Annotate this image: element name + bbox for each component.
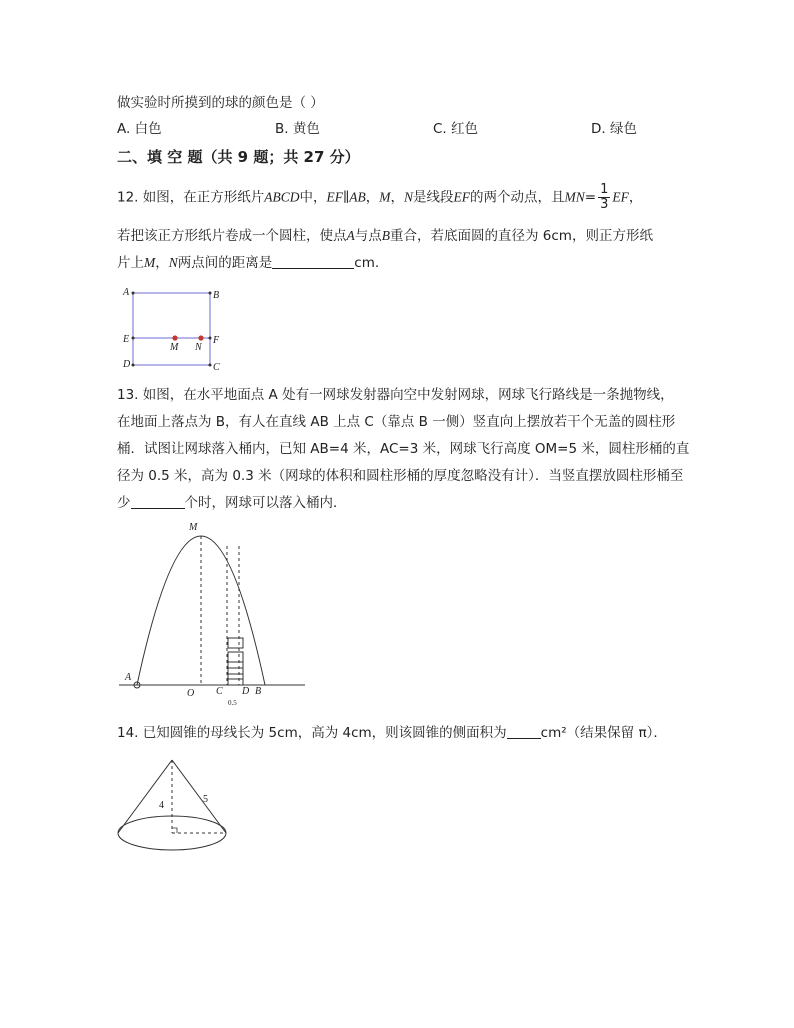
right-angle-mark <box>172 828 177 833</box>
text: 少 <box>117 495 131 511</box>
q13-line-4: 径为 0.5 米，高为 0.3 米（网球的体积和圆柱形桶的厚度忽略没有计）．当竖直摆放圆柱形桶至 <box>117 468 684 484</box>
label-e: E <box>123 334 130 345</box>
text: 两点间的距离是 <box>177 255 273 271</box>
text: ， <box>365 189 380 206</box>
label-height: 4 <box>159 800 164 811</box>
option-key: D. <box>591 121 606 137</box>
label-f: F <box>213 335 220 346</box>
var: N <box>404 189 414 205</box>
q11-stem-tail: 做实验时所摸到的球的颜色是（ ） <box>117 95 324 111</box>
point-f <box>209 337 212 340</box>
option-key: A. <box>117 121 131 137</box>
q13-line-3: 桶．试图让网球落入桶内，已知 AB=4 米，AC=3 米，网球飞行高度 OM=5 米，圆柱形桶的直 <box>117 441 690 457</box>
option-text: 红色 <box>451 121 479 137</box>
label-d: D <box>123 359 131 370</box>
cone-slant <box>172 760 226 833</box>
q11-option-b <box>275 119 320 139</box>
section-2-title: 二、填 空 题（共 9 题；共 27 分） <box>117 148 360 166</box>
text: ， <box>155 255 169 271</box>
label-m: M <box>170 342 179 353</box>
text: 重合，若底面圆的直径为 6cm，则正方形纸 <box>390 228 653 244</box>
label-a: A <box>123 287 130 298</box>
var: A <box>346 228 355 243</box>
point-a <box>132 292 135 295</box>
point-n <box>198 335 203 340</box>
text: 若把该正方形纸片卷成一个圆柱，使点 <box>117 228 347 244</box>
label-c: C <box>216 686 223 697</box>
text: 14. 已知圆锥的母线长为 5cm，高为 4cm，则该圆锥的侧面积为 <box>117 725 507 741</box>
option-key: C. <box>433 121 447 137</box>
label-n: N <box>195 342 202 353</box>
point-b <box>209 292 212 295</box>
var: ABCD <box>264 189 300 205</box>
bucket-stack <box>228 638 243 685</box>
option-text: 黄色 <box>292 121 320 137</box>
text: ， <box>628 189 643 206</box>
q12-line-1 <box>117 183 642 212</box>
question-number: 12. <box>117 189 139 206</box>
q12-line-2 <box>117 226 653 246</box>
text: = <box>584 189 597 206</box>
text: cm. <box>354 255 380 271</box>
var: N <box>168 255 178 270</box>
text: cm²（结果保留 π）． <box>540 725 667 741</box>
text: 是线段 <box>413 189 454 206</box>
answer-blank[interactable] <box>131 494 185 509</box>
label-slant: 5 <box>203 794 208 805</box>
var: M <box>144 255 156 270</box>
option-key: B. <box>275 121 289 137</box>
q11-option-c <box>433 119 478 139</box>
q13-line-2: 在地面上落点为 B，有人在直线 AB 上点 C（靠点 B 一侧）竖直向上摆放若干个无盖的圆柱形 <box>117 414 676 430</box>
var: MN <box>564 189 585 205</box>
var: EF <box>612 189 629 205</box>
label-m: M <box>189 522 198 533</box>
text: 的两个动点，且 <box>470 189 565 206</box>
label-d: D <box>242 686 250 697</box>
point-d <box>132 364 135 367</box>
label-width: 0.5 <box>228 699 237 707</box>
text: 如图，在正方形纸片 <box>142 189 265 206</box>
q12-square-figure <box>115 283 225 375</box>
frac-denominator: 3 <box>600 197 609 212</box>
fraction <box>598 183 610 212</box>
q11-option-a <box>117 119 162 139</box>
text: 与点 <box>354 228 382 244</box>
q13-line-1: 13. 如图，在水平地面点 A 处有一网球发射器向空中发射网球，网球飞行路线是一条抛物线， <box>117 387 674 403</box>
square-abcd <box>133 293 210 365</box>
q13-line-5 <box>117 493 347 513</box>
cone-left-edge <box>118 760 172 833</box>
option-text: 绿色 <box>609 121 637 137</box>
var: EF∥AB <box>326 189 366 205</box>
var: EF <box>453 189 471 205</box>
q14-line-1 <box>117 723 667 743</box>
label-o: O <box>187 688 195 699</box>
text: 个时，网球可以落入桶内． <box>184 495 347 511</box>
text: ， <box>390 189 405 206</box>
label-c: C <box>213 362 220 373</box>
text: 片上 <box>117 255 144 271</box>
q13-parabola-figure <box>115 518 315 710</box>
option-text: 白色 <box>134 121 162 137</box>
label-b: B <box>213 290 220 301</box>
point-c <box>209 364 212 367</box>
point-m <box>172 335 177 340</box>
label-a: A <box>125 672 132 683</box>
var: B <box>381 228 390 243</box>
text: 中， <box>299 189 327 206</box>
point-e <box>132 337 135 340</box>
frac-numerator: 1 <box>600 182 609 197</box>
label-b: B <box>255 686 262 697</box>
answer-blank[interactable] <box>272 254 354 269</box>
q14-cone-figure <box>115 756 235 856</box>
q11-option-d <box>591 119 637 139</box>
q12-line-3 <box>117 253 379 273</box>
var: M <box>379 189 391 205</box>
answer-blank[interactable] <box>507 724 541 739</box>
